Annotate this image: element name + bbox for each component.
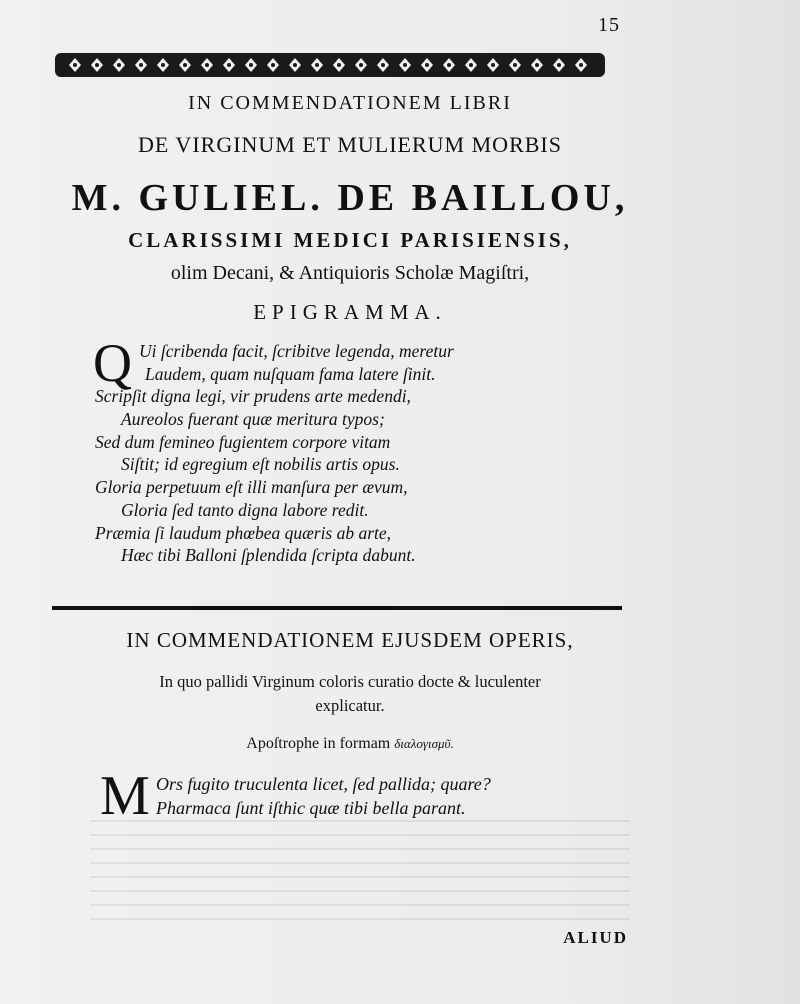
ornament-dot [249, 63, 253, 67]
heading-line-2: DE VIRGINUM ET MULIERUM MORBIS [138, 132, 562, 157]
page-number: 15 [598, 14, 620, 36]
ornament-dot [447, 63, 451, 67]
greek-word: διαλογισμῦ. [394, 736, 454, 751]
ornament-dot [315, 63, 319, 67]
show-through-texture [90, 820, 630, 930]
heading-line-4: CLARISSIMI MEDICI PARISIENSIS, [128, 228, 572, 252]
ornament-dot [557, 63, 561, 67]
ornament-dot [513, 63, 517, 67]
poem-line: Ui ſcribenda facit, ſcribitve legenda, meretur [139, 341, 454, 361]
apostrophe-line [30, 735, 670, 753]
poem-line: Scripſit digna legi, vir prudens arte medendi, [95, 386, 411, 407]
ornament-dot [183, 63, 187, 67]
apostrophe-text: Apoſtrophe in formam [246, 735, 391, 752]
ornament-dot [469, 63, 473, 67]
heading-line-5: olim Decani, & Antiquioris Scholæ Magiſtri, [170, 262, 530, 284]
ornament-dot [95, 63, 99, 67]
poem-line: Præmia ſi laudum phœbea quæris ab arte, [95, 522, 392, 543]
poem-line: Gloria ſed tanto digna labore redit. [121, 499, 369, 520]
second-section-subtitle-2: explicatur. [315, 696, 385, 715]
ornament-dot [535, 63, 539, 67]
ornament-dot [425, 63, 429, 67]
ornament-dot [205, 63, 209, 67]
ornament-dot [161, 63, 165, 67]
second-dropcap: M [100, 765, 150, 827]
floral-ornament-band [55, 50, 605, 80]
poem-line: Pharmaca ſunt iſthic quæ tibi bella parant. [156, 798, 466, 818]
poem-line: Hæc tibi Balloni ſplendida ſcripta dabunt. [121, 545, 416, 566]
heading-line-1: IN COMMENDATIONEM LIBRI [188, 92, 512, 114]
ornament-dot [293, 63, 297, 67]
catchword: ALIUD [563, 928, 628, 947]
poem-line: Ors fugito truculenta licet, ſed pallida; quare? [156, 774, 491, 794]
second-section-title: IN COMMENDATIONEM EJUSDEM OPERIS, [126, 628, 574, 652]
ornament-dot [381, 63, 385, 67]
poem-line: Siſtit; id egregium eſt nobilis artis opus. [121, 454, 400, 475]
poem-line: Gloria perpetuum eſt illi manſura per ævum, [95, 477, 408, 498]
ornament-dot [117, 63, 121, 67]
ornament-dot [337, 63, 341, 67]
ornament-dot [359, 63, 363, 67]
ornament-dot [271, 63, 275, 67]
section-divider [52, 606, 622, 610]
second-section-subtitle-1: In quo pallidi Virginum coloris curatio docte & luculenter [159, 672, 541, 691]
poem-line: Laudem, quam nuſquam fama latere ſinit. [145, 363, 436, 384]
ornament-dot [491, 63, 495, 67]
ornament-dot [579, 63, 583, 67]
epigram-poem [93, 333, 615, 567]
ornament-dot [73, 63, 77, 67]
ornament-dot [139, 63, 143, 67]
heading-epigramma: EPIGRAMMA. [253, 300, 447, 324]
ornament-dot [403, 63, 407, 67]
poem-line: Aureolos fuerant quæ meritura typos; [121, 409, 385, 430]
second-poem [100, 765, 620, 827]
ornament-dot [227, 63, 231, 67]
heading-author: M. GULIEL. DE BAILLOU, [71, 177, 629, 219]
epigram-dropcap: Q [93, 333, 132, 393]
poem-line: Sed dum femineo fugientem corpore vitam [95, 431, 391, 452]
